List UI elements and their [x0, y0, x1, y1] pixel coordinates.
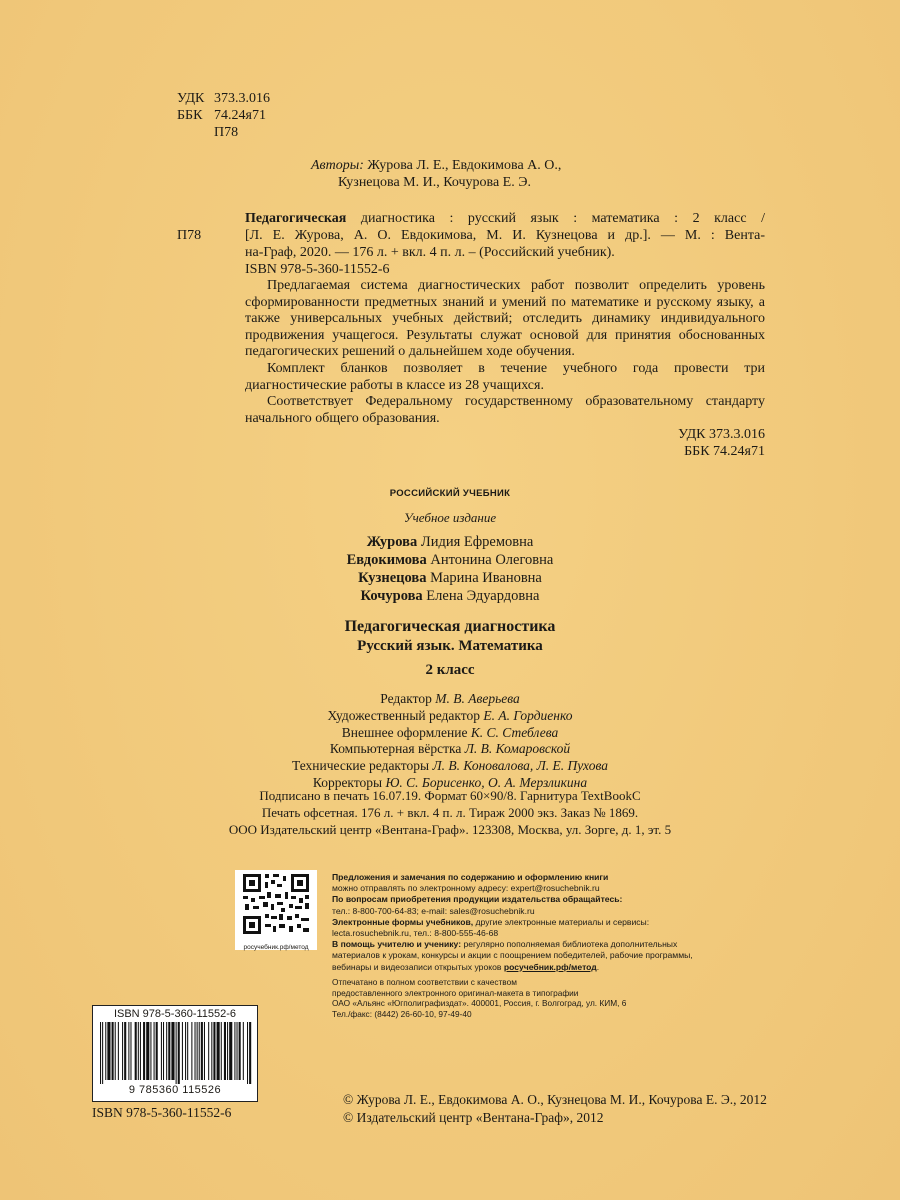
annotation-bbk: ББК 74.24я71	[684, 443, 765, 459]
book-title: Педагогическая диагностика	[344, 618, 556, 635]
author-entry: Кочурова Елена Эдуардовна	[360, 588, 540, 604]
printer-line: предоставленного электронного оригинал-макета в типографии	[332, 987, 579, 998]
printer-line: Отпечатано в полном соответствии с качеством	[332, 977, 517, 987]
bbk-label: ББК	[177, 108, 203, 123]
barcode-block	[92, 1005, 258, 1102]
printer-block	[332, 977, 752, 1019]
series-label: РОССИЙСКИЙ УЧЕБНИК	[389, 488, 511, 499]
barcode-isbn-top: ISBN 978-5-360-11552-6	[113, 1008, 237, 1020]
contacts-heading-3: Электронные формы учебников,	[332, 916, 474, 927]
udk-value: 373.3.016	[214, 91, 270, 106]
barcode-icon	[98, 1022, 252, 1084]
qr-code-block[interactable]	[235, 870, 317, 950]
citation-line-3: на-Граф, 2020. — 176 л. + вкл. 4 п. л. – (Российский учебник).	[245, 245, 615, 260]
contacts-line-1: можно отправлять по электронному адресу: expert@rosuchebnik.ru	[332, 883, 600, 894]
annotation-paragraph-1: Предлагаемая система диагностических работ позволит определить уровень сформированности предметных знаний и умений по математике и русскому языку, а также универсальных учебных действий; отследить динамику индивидуального продвижения учащегося. Результаты служат основой для принятия обоснованных педагогических решений о дальнейшем ходе обучения.	[245, 278, 765, 360]
authors-line-1: Журова Л. Е., Евдокимова А. О.,	[367, 158, 562, 173]
annotation-block	[245, 278, 765, 461]
print-line-1: Подписано в печать 16.07.19. Формат 60×90/8. Гарнитура TextBookC	[259, 788, 641, 803]
staff-entry: Художественный редактор Е. А. Гордиенко	[327, 707, 573, 723]
book-grade: 2 класс	[425, 662, 475, 678]
printer-line: ОАО «Альянс «Югполиграфиздат». 400001, Россия, г. Волгоград, ул. КИМ, 6	[332, 998, 627, 1009]
bbk-value: 74.24я71	[214, 108, 266, 123]
edition-type: Учебное издание	[403, 510, 497, 525]
copyright-line-2: © Издательский центр «Вентана-Граф», 2012	[343, 1110, 604, 1125]
methodology-link[interactable]: росучебник.рф/метод	[503, 961, 597, 972]
authors-line-2: Кузнецова М. И., Кочурова Е. Э.	[338, 175, 531, 190]
annotation-udk: УДК 373.3.016	[678, 427, 765, 443]
udk-label: УДК	[177, 91, 205, 106]
author-mark: П78	[214, 125, 239, 140]
contacts-line-2: тел.: 8-800-700-64-83; e-mail: sales@rosuchebnik.ru	[332, 905, 535, 916]
authors-label: Авторы:	[311, 158, 364, 173]
book-subtitle: Русский язык. Математика	[357, 638, 543, 654]
staff-entry: Компьютерная вёрстка Л. В. Комаровской	[329, 741, 571, 757]
author-entry: Евдокимова Антонина Олеговна	[346, 552, 554, 568]
staff-entry: Внешнее оформление К. С. Стеблева	[341, 724, 559, 740]
staff-entry: Корректоры Ю. С. Борисенко, О. А. Мерзликина	[312, 774, 588, 790]
isbn-bottom: ISBN 978-5-360-11552-6	[92, 1105, 232, 1120]
barcode-digits: 9 785360 115526	[128, 1084, 222, 1096]
classification-codes	[177, 90, 270, 141]
staff-entry: Редактор М. В. Аверьева	[380, 691, 520, 706]
citation-block	[245, 210, 765, 278]
qr-caption: росучебник.рф/метод	[243, 944, 309, 951]
citation-line-1: диагностика : русский язык : математика : 2 класс /	[346, 211, 765, 226]
contacts-heading-4: В помощь учителю и ученику:	[332, 939, 462, 950]
print-line-2: Печать офсетная. 176 л. + вкл. 4 п. л. Тираж 2000 экз. Заказ № 1869.	[261, 805, 639, 820]
contacts-line-4a: материалов к урокам, конкурсы и акции с поощрением победителей, рабочие программы,	[332, 950, 693, 961]
copyright-block	[343, 1091, 767, 1127]
qr-code-icon	[235, 870, 317, 938]
contacts-heading-1: Предложения и замечания по содержанию и оформлению книги	[332, 872, 609, 882]
citation-line-2: [Л. Е. Журова, А. О. Евдокимова, М. И. Кузнецова и др.]. — М. : Вента-	[245, 228, 765, 243]
print-info	[150, 787, 750, 838]
citation-margin-mark: П78	[177, 228, 202, 243]
annotation-paragraph-3: Соответствует Федеральному государственному образовательному стандарту начального общего образования.	[245, 394, 765, 426]
copyright-line-1: © Журова Л. Е., Евдокимова А. О., Кузнецова М. И., Кочурова Е. Э., 2012	[343, 1092, 767, 1107]
full-authors	[250, 533, 650, 605]
authors-block	[311, 157, 561, 191]
contacts-heading-2: По вопросам приобретения продукции издательства обращайтесь:	[332, 894, 623, 905]
author-entry: Кузнецова Марина Ивановна	[358, 570, 542, 586]
annotation-paragraph-2: Комплект бланков позволяет в течение учебного года провести три диагностические работы в классе из 28 учащихся.	[245, 360, 765, 393]
print-line-3: ООО Издательский центр «Вентана-Граф». 123308, Москва, ул. Зорге, д. 1, эт. 5	[228, 822, 672, 837]
contacts-block: Предложения и замечания по содержанию и оформлению книги можно отправлять по электронному адресу: expert@rosuchebnik.ru По вопросам приобретения продукции издательства обращайтесь: тел.: 8-800-700-64-83; e-mail: sales@rosuchebnik.ru Электронные формы учебников, другие электронные материалы и сервисы: lecta.rosuchebnik.ru, тел.: 8-800-555-46-68 В помощь учителю и ученику: регулярно пополняемая библиотека дополнительных материалов к урокам, конкурсы и акции с поощрением победителей, рабочие программы, вебинары и видеозаписи открытых уроков росучебник.рф/метод.	[332, 872, 752, 973]
contacts-line-3: lecta.rosuchebnik.ru, тел.: 8-800-555-46-68	[332, 928, 499, 939]
author-entry: Журова Лидия Ефремовна	[366, 534, 534, 550]
printer-line: Тел./факс: (8442) 26-60-10, 97-49-40	[332, 1008, 472, 1019]
citation-isbn: ISBN 978-5-360-11552-6	[245, 262, 390, 277]
citation-title: Педагогическая	[245, 211, 347, 226]
staff-list	[250, 691, 650, 792]
staff-entry: Технические редакторы Л. В. Коновалова, Л. Е. Пухова	[292, 758, 608, 774]
